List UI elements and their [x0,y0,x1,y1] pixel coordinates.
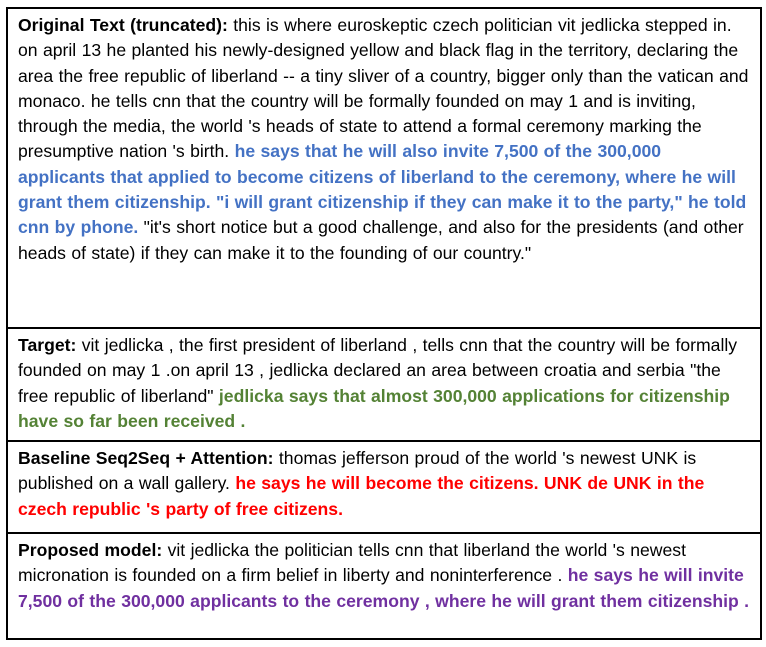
proposed-label: Proposed model: [18,540,163,560]
target-body: vit jedlicka , the first president of liberland , tells cnn that the country will be formally founded on may 1 .on april 13 , jedlicka declared an area between croatia and serbia "the free republic of liberland" [18,335,738,406]
original-text-label: Original Text (truncated): [18,15,228,35]
original-text-body-end: "it's short notice but a good challenge, and also for the presidents (and other heads of state) if they can make it to the founding of our country." [18,217,744,263]
target-highlight: jedlicka says that almost 300,000 applications for citizenship have so far been received . [18,385,730,431]
baseline-section [8,440,760,532]
proposed-highlight: he says he will invite 7,500 of the 300,000 applicants to the ceremony , where he will grant them citizenship . [18,565,750,611]
target-section [8,327,760,440]
baseline-label: Baseline Seq2Seq + Attention: [18,448,274,468]
proposed-body: vit jedlicka the politician tells cnn that liberland the world 's newest micronation is founded on a firm belief in liberty and noninterference . [18,540,686,586]
comparison-table [6,7,762,640]
proposed-section [8,532,760,640]
original-text-highlight: he says that he will also invite 7,500 of the 300,000 applicants that applied to become citizens of liberland to the ceremony, where he will grant them citizenship. "i will grant citizenship if they can make it to the party," he told cnn by phone. [18,141,747,238]
baseline-body: thomas jefferson proud of the world 's newest UNK is published on a wall gallery. [18,448,697,494]
target-label: Target: [18,335,77,355]
original-text-section [8,9,760,327]
original-text-body: this is where euroskeptic czech politician vit jedlicka stepped in. on april 13 he planted his newly-designed yellow and black flag in the territory, declaring the area the free republic of liberland -- a tiny sliver of a country, bigger only than the vatican and monaco. he tells cnn that the country will be formally founded on may 1 and is inviting, through the media, the world 's heads of state to attend a formal ceremony marking the presumptive nation 's birth. [18,15,749,162]
baseline-highlight: he says he will become the citizens. UNK de UNK in the czech republic 's party of free citizens. [18,473,705,519]
